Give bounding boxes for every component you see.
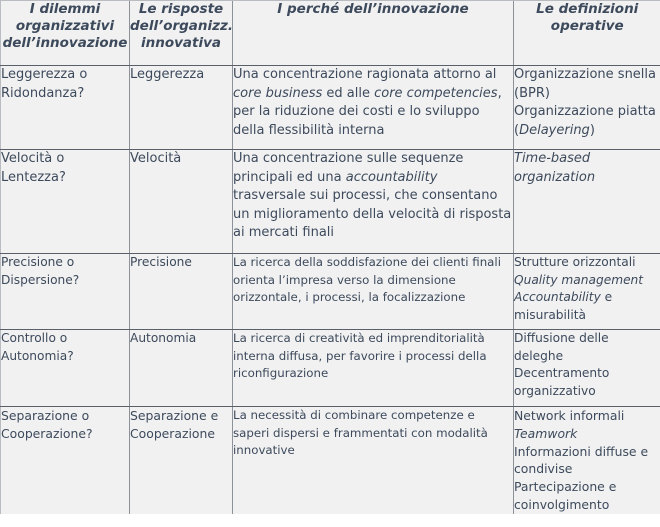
cell-risposta: Velocità	[130, 150, 233, 254]
cell-dilemma: Velocità o Lentezza?	[1, 150, 130, 254]
cell-perche	[233, 330, 514, 407]
bottom-whitespace	[0, 514, 660, 527]
plain-text: Network informali	[514, 408, 625, 423]
plain-text: La ricerca di creatività ed imprenditorialità interna diffusa, per favorire i processi della riconfigurazione	[233, 331, 487, 380]
cell-perche	[233, 407, 514, 515]
cell-dilemma: Separazione o Cooperazione?	[1, 407, 130, 515]
emphasis-text: Delayering	[519, 122, 590, 138]
cell-perche	[233, 66, 514, 150]
cell-definizione	[514, 150, 660, 254]
cell-dilemma: Controllo o Autonomia?	[1, 330, 130, 407]
plain-text: trasversale sui processi, che consentano un miglioramento della velocità di risposta ai mercati finali	[233, 188, 512, 240]
column-header-definizioni: Le definizioni operative	[514, 1, 660, 66]
cell-definizione	[514, 66, 660, 150]
plain-text: Strutture orizzontali	[514, 255, 636, 269]
table-row	[1, 407, 660, 515]
column-header-dilemmi: I dilemmi organizzativi dell’innovazione	[1, 1, 130, 66]
cell-dilemma: Leggerezza o Ridondanza?	[1, 66, 130, 150]
emphasis-text: Quality management	[514, 272, 644, 287]
cell-risposta: Precisione	[130, 254, 233, 330]
plain-text: La ricerca della soddisfazione dei clienti finali orienta l’impresa verso la dimensione orizzontale, i processi, la focalizzazione	[233, 255, 501, 304]
table-row	[1, 66, 660, 150]
plain-text: Partecipazione e coinvolgimento	[514, 479, 617, 512]
cell-definizione	[514, 330, 660, 407]
table-header	[1, 1, 660, 66]
plain-text: , per la riduzione dei costi e lo sviluppo della flessibilità interna	[233, 85, 502, 138]
plain-text: Decentramento organizzativo	[514, 366, 610, 398]
plain-text: Informazioni diffuse e condivise	[514, 443, 649, 477]
plain-text: Una concentrazione ragionata attorno al	[233, 67, 497, 82]
cell-perche	[233, 150, 514, 254]
cell-dilemma: Precisione o Dispersione?	[1, 254, 130, 330]
cell-perche	[233, 254, 514, 330]
cell-definizione	[514, 407, 660, 515]
plain-text: Diffusione delle deleghe	[514, 331, 609, 363]
emphasis-text: accountability	[345, 169, 438, 185]
plain-text: Organizzazione snella (BPR)	[514, 67, 656, 101]
plain-text: ed alle	[322, 85, 375, 101]
cell-risposta: Leggerezza	[130, 66, 233, 150]
cell-risposta: Separazione e Cooperazione	[130, 407, 233, 515]
table-row	[1, 254, 660, 330]
plain-text: )	[589, 122, 595, 138]
plain-text: Organizzazione piatta (	[514, 104, 656, 138]
column-header-risposte: Le risposte dell’organizz. innovativa	[130, 1, 233, 66]
plain-text: La necessità di combinare competenze e saperi dispersi e frammentati con modalità innovative	[233, 408, 488, 457]
table-body	[1, 66, 660, 515]
emphasis-text: core competencies	[374, 85, 498, 101]
table-header-row	[1, 1, 660, 66]
cell-definizione	[514, 254, 660, 330]
cell-risposta: Autonomia	[130, 330, 233, 407]
column-header-perche: I perché dell’innovazione	[233, 1, 514, 66]
emphasis-text: Teamwork	[514, 425, 578, 441]
table-row	[1, 330, 660, 407]
emphasis-text: Accountability	[514, 290, 601, 304]
plain-text: Una concentrazione sulle sequenze principali ed una	[233, 151, 464, 185]
emphasis-text: core business	[233, 85, 323, 101]
plain-text: e misurabilità	[514, 290, 613, 322]
table-row	[1, 150, 660, 254]
emphasis-text: Time-based organization	[514, 151, 596, 185]
